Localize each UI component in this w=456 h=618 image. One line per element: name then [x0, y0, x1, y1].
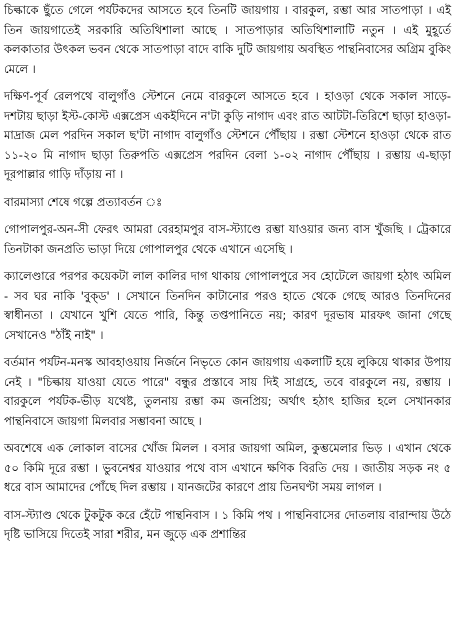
paragraph-local-bus: অবশেষে এক লোকাল বাসের খোঁজ মিলল । বসার জায়গা অমিল, কুম্ভমেলার ভিড় । এখান থেকে ৫০ কিমি দূরে রম্ভা । ভুবনেশ্বর যাওয়ার পথে বাস এখানে ক্ষণিক বিরতি দেয় । জাতীয় সড়ক নং ৫ ধরে বাস আমাদের পোঁছে দিল রম্ভায় । যানজটের কারণে প্রায় তিনঘণ্টা সময় লাগল । — [4, 441, 451, 494]
paragraph-chilka-intro: চিল্কাকে ছুঁতে গেলে পর্যটকদের আসতে হবে তিনটি জায়গায় । বারকুল, রম্ভা আর সাতপাড়া । এই তিন জায়গাতেই সরকারি অতিথিশালা আছে । সাতপাড়ার অতিথিশালাটি নতুন । এই মুহূর্তে কলকাতার উৎকল ভবন থেকে সাতপাড়া বাদে বাকি দুটি জায়গায় অবস্থিত পান্থনিবাসের অগ্রিম বুকিং মেলে । — [4, 3, 451, 76]
paragraph-tourism-mood: বর্তমান পর্যটন-মনস্ক আবহাওয়ায় নির্জনে নিভৃতে কোন জায়গায় একলাটি হয়ে লুকিয়ে থাকার উপায় নেই । "চিল্কায় যাওয়া যেতে পারে" বন্ধুর প্রস্তাবে সায় দিই সাগ্রহে, তবে বারকুলে নয়, রম্ভায় । বারকুলে পর্যটক-ভীড় যথেষ্ট, তুলনায় রম্ভা কম জনপ্রিয়; অর্থাৎ হঠাৎ হাজির হলে সেখানকার পান্থনিবাসে জায়গা মিলবার সম্ভাবনা আছে । — [4, 355, 451, 428]
paragraph-pantha-nibas: বাস-স্ট্যাণ্ড থেকে টুকটুক করে হেঁটে পান্থনিবাস । ১ কিমি পথ । পান্থনিবাসের দোতলায় বারান্দায় উঠে দৃষ্টি ভাসিয়ে দিতেই সারা শরীর, মন জুড়ে এক প্রশান্তির — [4, 507, 451, 541]
section-heading: বারমাস্যা শেষে গল্পে প্রত্যাবর্তন ঃ — [4, 194, 163, 209]
paragraph-bus-stand: গোপালপুর-অন-সী ফেরৎ আমরা বেরহামপুর বাস-স্ট্যাণ্ডে রম্ভা যাওয়ার জন্য বাস খুঁজছি । ট্রেকারে তিনটাকা জনপ্রতি ভাড়া দিয়ে গোপালপুর থেকে এখানে এসেছি । — [4, 222, 451, 256]
paragraph-rail-directions: দক্ষিণ-পূর্ব রেলপথে বালুগাঁও স্টেশনে নেমে বারকুলে আসতে হবে । হাওড়া থেকে সকাল সাড়ে-দশটায় ছাড়া ইস্ট-কোস্ট এক্সপ্রেস একইদিনে ন'টা কুড়ি নাগাদ এবং রাত আটটা-তিরিশে ছাড়া হাওড়া-মাদ্রাজ মেল পরদিন সকাল ছ'টা নাগাদ বালুগাঁও স্টেশনে পৌঁছায় । রম্ভা স্টেশনে হাওড়া থেকে রাত ১১-২০ মি নাগাদ ছাড়া তিরুপতি এক্সপ্রেস পরদিন বেলা ১-০২ নাগাদ পৌঁছায় । রম্ভায় এ-ছাড়া দূরপাল্লার গাড়ি দাঁড়ায় না । — [4, 89, 451, 181]
paragraph-hotel-booking: ক্যালেণ্ডারে পরপর কয়েকটা লাল কালির দাগ থাকায় গোপালপুরে সব হোটেলে জায়গা হঠাৎ অমিল - সব ঘর নাকি 'বুক্‌ড' । সেখানে তিনদিন কাটানোর পরও হাতে থেকে গেছে আরও তিনদিনের স্বাধীনতা । যেখানে খুশি যেতে পারি, কিন্তু তপ্তপানিতে নয়; কারণ দূরভাষ মারফৎ জানা গেছে সেখানেও "ঠাঁই নাই" । — [4, 269, 451, 342]
